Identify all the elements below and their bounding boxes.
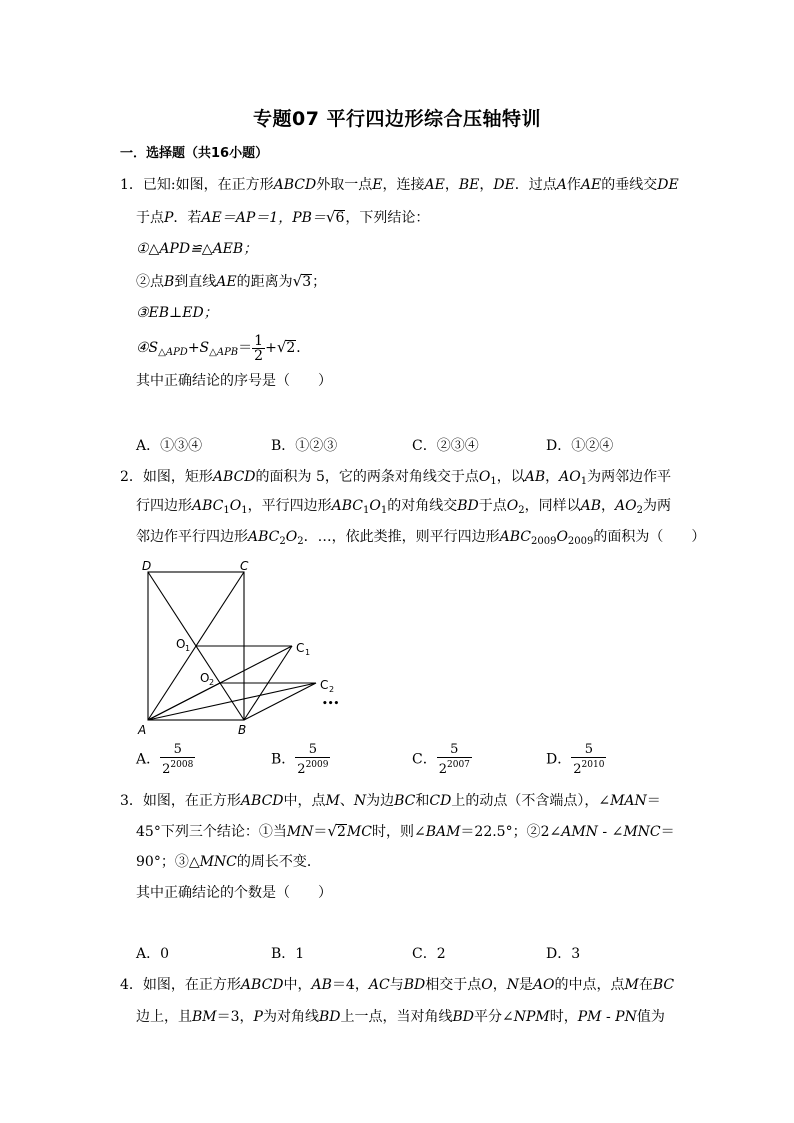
q4-text: 如图，在正方形 bbox=[142, 977, 241, 993]
q2-option-d[interactable] bbox=[546, 742, 606, 777]
numerator: 5 bbox=[571, 742, 606, 758]
label-c1: C bbox=[296, 641, 305, 655]
q3-text: 90°；③△ bbox=[136, 854, 200, 870]
q1-text: 于点 bbox=[136, 210, 164, 226]
q4-text: 相交于点 bbox=[425, 977, 482, 993]
label-c2-sub: 2 bbox=[329, 685, 335, 694]
q2-var: ABC bbox=[192, 498, 224, 514]
q2-text: 为两 bbox=[642, 498, 671, 514]
q3-var: MNC bbox=[199, 854, 237, 870]
numerator: 5 bbox=[437, 742, 472, 758]
q3-var: N bbox=[353, 793, 367, 809]
option-fraction bbox=[295, 742, 330, 777]
q2-text: 行四边形 bbox=[136, 498, 192, 514]
q4-var: ABCD bbox=[240, 977, 284, 993]
denominator: 2 bbox=[254, 347, 264, 364]
q2-var: O bbox=[556, 529, 568, 545]
label-o2-sub: 2 bbox=[209, 678, 215, 687]
q3-line1 bbox=[120, 791, 661, 811]
q2-text: 的面积为（ ） bbox=[593, 529, 706, 545]
q2-subscript: 1 bbox=[580, 476, 588, 487]
q3-option-a[interactable]: A．0 bbox=[136, 946, 170, 962]
q3-var: BC bbox=[394, 793, 416, 809]
q2-subscript: 1 bbox=[490, 476, 497, 487]
q4-var: O bbox=[481, 977, 493, 993]
section-heading: 一．选择题（共16小题） bbox=[120, 146, 269, 161]
q1-subscript: △APD bbox=[158, 347, 188, 358]
segment-ao2 bbox=[148, 683, 220, 720]
q4-var: AC bbox=[368, 977, 390, 993]
q3-text: 45°下列三个结论：①当 bbox=[136, 824, 287, 840]
q3-question: 其中正确结论的个数是（ ） bbox=[136, 885, 332, 901]
q1-conclusion-3: ③EB⊥ED； bbox=[136, 305, 218, 321]
q4-text: ， bbox=[492, 977, 507, 993]
q2-subscript: 2 bbox=[279, 536, 286, 547]
q3-text: 上的动点（不含端点），∠ bbox=[451, 793, 611, 809]
option-label: D． bbox=[546, 751, 572, 768]
q1-text: 作 bbox=[566, 177, 581, 193]
q1-text: ②点 bbox=[136, 274, 164, 290]
q2-subscript: 1 bbox=[362, 505, 370, 516]
q2-text: ， bbox=[545, 469, 560, 485]
q2-subscript: 1 bbox=[380, 505, 388, 516]
power-base: 2 bbox=[297, 762, 306, 777]
q4-text: 的中点，点 bbox=[554, 977, 625, 993]
q3-text: ＝ bbox=[660, 824, 675, 840]
q3-number: 3． bbox=[120, 793, 143, 809]
q2-text: 于点 bbox=[478, 498, 507, 514]
q2-text: ．…，依此类推，则平行四边形 bbox=[303, 529, 500, 545]
q4-text: 上一点，当对角线 bbox=[340, 1009, 453, 1025]
q1-text: ， bbox=[479, 177, 494, 193]
denominator bbox=[160, 758, 195, 777]
numerator: 5 bbox=[160, 742, 195, 758]
q4-number: 4． bbox=[120, 977, 143, 993]
q1-option-a[interactable]: A．①③④ bbox=[136, 438, 203, 454]
q3-var: MC bbox=[346, 824, 372, 840]
q3-text: 为边 bbox=[366, 793, 395, 809]
label-b: B bbox=[238, 723, 247, 737]
q2-text: ，平行四边形 bbox=[247, 498, 332, 514]
q2-text: 的面积为 5，它的两条对角线交于点 bbox=[255, 469, 479, 485]
q3-text: - ∠ bbox=[597, 824, 624, 840]
q2-var: AB bbox=[580, 498, 601, 514]
q3-option-d[interactable]: D．3 bbox=[546, 946, 581, 962]
q3-text: 的周长不变． bbox=[236, 854, 321, 870]
q2-option-b[interactable] bbox=[271, 742, 330, 777]
q3-var: M bbox=[325, 793, 340, 809]
q3-text: ＝ bbox=[646, 793, 661, 809]
q2-text: 邻边作平行四边形 bbox=[136, 529, 248, 545]
q1-text: ，连接 bbox=[382, 177, 425, 193]
option-label: B． bbox=[271, 751, 296, 768]
q1-text: 外取一点 bbox=[316, 177, 373, 193]
q1-line2 bbox=[136, 207, 429, 228]
q4-var: BM bbox=[192, 1009, 217, 1025]
q4-text: 时， bbox=[549, 1009, 578, 1025]
q4-line1 bbox=[120, 975, 674, 995]
q4-text: 值为 bbox=[636, 1009, 665, 1025]
q1-var: DE bbox=[657, 177, 679, 193]
q1-conclusion-1: ①△APD≌△AEB； bbox=[136, 241, 258, 257]
q1-text: 到直线 bbox=[174, 274, 217, 290]
sqrt-sign: √ bbox=[327, 822, 337, 840]
q4-var: NPM bbox=[513, 1009, 550, 1025]
q4-line2 bbox=[136, 1007, 665, 1027]
q1-text: ，下列结论： bbox=[345, 210, 430, 226]
q2-option-c[interactable] bbox=[412, 742, 472, 777]
q2-text: 的对角线交 bbox=[387, 498, 458, 514]
label-c2: C bbox=[320, 678, 329, 692]
q3-text: 中，点 bbox=[283, 793, 326, 809]
fraction bbox=[252, 334, 265, 363]
label-a: A bbox=[138, 723, 147, 737]
power-base: 2 bbox=[573, 762, 582, 777]
q4-var: PN bbox=[615, 1009, 637, 1025]
numerator: 5 bbox=[295, 742, 330, 758]
denominator bbox=[295, 758, 330, 777]
q1-number: 1． bbox=[120, 177, 143, 193]
q1-text: 的垂线交 bbox=[601, 177, 658, 193]
option-fraction bbox=[160, 742, 195, 777]
q1-var: P bbox=[164, 210, 174, 226]
q1-var: DE bbox=[493, 177, 515, 193]
q3-var: ABCD bbox=[240, 793, 284, 809]
q3-option-b[interactable]: B．1 bbox=[271, 946, 305, 962]
q2-subscript: 1 bbox=[241, 505, 248, 516]
q2-subscript: 2 bbox=[636, 505, 643, 516]
q1-var: ABCD bbox=[273, 177, 317, 193]
q1-text: + bbox=[265, 340, 277, 356]
q1-text: 已知:如图，在正方形 bbox=[142, 177, 274, 193]
q1-radicand: 6 bbox=[335, 210, 345, 226]
q1-option-b[interactable]: B．①②③ bbox=[271, 438, 338, 454]
q1-var: ④S bbox=[136, 340, 159, 356]
power-base: 2 bbox=[438, 762, 447, 777]
q2-var: AO bbox=[559, 469, 581, 485]
q4-text: 为对角线 bbox=[262, 1009, 319, 1025]
power-exponent: 2010 bbox=[581, 760, 605, 770]
q4-text: - bbox=[601, 1009, 616, 1025]
q4-var: AO bbox=[532, 977, 555, 993]
q2-subscript: 2009 bbox=[567, 536, 594, 547]
q1-var: E bbox=[372, 177, 383, 193]
q2-var: AO bbox=[615, 498, 637, 514]
q4-var: P bbox=[253, 1009, 263, 1025]
q1-condition: AE＝AP＝1，PB＝ bbox=[201, 210, 326, 226]
q3-line2 bbox=[136, 821, 675, 842]
q3-radicand: 2 bbox=[336, 824, 346, 840]
q4-var: PM bbox=[577, 1009, 602, 1025]
q1-text: ； bbox=[312, 274, 327, 290]
q4-text: 与 bbox=[389, 977, 404, 993]
q1-option-d[interactable]: D．①②④ bbox=[546, 438, 614, 454]
q2-number: 2． bbox=[120, 469, 143, 485]
q1-var: AE bbox=[216, 274, 237, 290]
q2-option-a[interactable] bbox=[136, 742, 195, 777]
segment-bc2 bbox=[244, 683, 316, 720]
q1-question: 其中正确结论的序号是（ ） bbox=[136, 373, 332, 389]
q1-subscript: △APB bbox=[209, 347, 239, 358]
continuation-dots: ••• bbox=[322, 699, 340, 709]
q4-text: ＝4， bbox=[331, 977, 369, 993]
q4-var: BD bbox=[403, 977, 426, 993]
q1-text: 的距离为 bbox=[236, 274, 293, 290]
q3-var: MNC bbox=[623, 824, 661, 840]
label-c1-sub: 1 bbox=[305, 648, 311, 657]
q2-var: AB bbox=[524, 469, 546, 485]
q1-text: ．过点 bbox=[514, 177, 557, 193]
q2-var: ABC bbox=[499, 529, 531, 545]
q1-var: B bbox=[164, 274, 175, 290]
q2-var: O bbox=[285, 529, 298, 545]
q2-line2 bbox=[136, 496, 671, 521]
q3-text: ＝22.5°；②2∠ bbox=[460, 824, 562, 840]
q3-var: CD bbox=[429, 793, 452, 809]
q1-text: ．若 bbox=[173, 210, 202, 226]
label-o1: O bbox=[176, 637, 186, 651]
q3-text: 时，则∠ bbox=[371, 824, 426, 840]
q2-var: O bbox=[229, 498, 242, 514]
q1-text: ＝ bbox=[238, 340, 253, 356]
q2-var: O bbox=[369, 498, 381, 514]
q2-text: 为两邻边作平 bbox=[587, 469, 672, 485]
q1-var: +S bbox=[187, 340, 210, 356]
q2-text: ，以 bbox=[496, 469, 525, 485]
q2-var: ABC bbox=[248, 529, 280, 545]
q4-text: 平分∠ bbox=[474, 1009, 514, 1025]
q3-var: BAM bbox=[425, 824, 461, 840]
q3-var: MN bbox=[286, 824, 314, 840]
q2-subscript: 1 bbox=[223, 505, 230, 516]
q3-var: MAN bbox=[610, 793, 647, 809]
power-exponent: 2007 bbox=[447, 760, 470, 770]
denominator bbox=[437, 758, 472, 777]
label-d: D bbox=[142, 559, 152, 573]
denominator bbox=[571, 758, 606, 777]
q2-var: BD bbox=[457, 498, 479, 514]
power-base: 2 bbox=[162, 762, 171, 777]
q4-var: BD bbox=[318, 1009, 341, 1025]
power-exponent: 2009 bbox=[305, 760, 329, 770]
q4-text: 在 bbox=[638, 977, 653, 993]
q2-var: ABC bbox=[331, 498, 363, 514]
q1-radicand: 2 bbox=[286, 340, 296, 356]
q1-line1 bbox=[120, 175, 679, 195]
q2-figure bbox=[130, 556, 360, 738]
q1-var: AE bbox=[424, 177, 445, 193]
q4-text: 边上，且 bbox=[136, 1009, 192, 1025]
q1-radicand: 3 bbox=[302, 274, 312, 290]
q2-line3 bbox=[136, 527, 705, 552]
option-label: C． bbox=[412, 751, 437, 768]
option-fraction bbox=[437, 742, 472, 777]
sqrt-sign: √ bbox=[325, 208, 336, 226]
q4-var: AB bbox=[311, 977, 332, 993]
q2-var: O bbox=[478, 469, 491, 485]
q2-subscript: 2009 bbox=[530, 536, 557, 547]
q3-text: 和 bbox=[415, 793, 430, 809]
q3-text: 如图，在正方形 bbox=[142, 793, 241, 809]
q2-text: 如图，矩形 bbox=[142, 469, 213, 485]
q4-var: BC bbox=[652, 977, 675, 993]
label-o2: O bbox=[200, 671, 210, 685]
q3-text: ＝ bbox=[313, 824, 328, 840]
q1-conclusion-4 bbox=[136, 333, 310, 367]
q1-option-c[interactable]: C．②③④ bbox=[412, 438, 479, 454]
q1-text: ， bbox=[444, 177, 459, 193]
q2-line1 bbox=[120, 467, 671, 492]
q2-text: ，同样以 bbox=[524, 498, 581, 514]
q1-conclusion-2 bbox=[136, 271, 326, 292]
q1-var: BE bbox=[458, 177, 480, 193]
sqrt-sign: √ bbox=[292, 272, 303, 290]
option-fraction bbox=[571, 742, 606, 777]
q4-text: ＝3， bbox=[216, 1009, 254, 1025]
q4-var: BD bbox=[452, 1009, 474, 1025]
q1-text: ． bbox=[296, 340, 311, 356]
q4-var: N bbox=[506, 977, 519, 993]
q2-subscript: 2 bbox=[518, 505, 525, 516]
q2-subscript: 2 bbox=[297, 536, 304, 547]
q3-option-c[interactable]: C．2 bbox=[412, 946, 446, 962]
option-label: A． bbox=[136, 751, 161, 768]
power-exponent: 2008 bbox=[170, 760, 194, 770]
q4-var: M bbox=[624, 977, 639, 993]
page-title: 专题07 平行四边形综合压轴特训 bbox=[252, 108, 542, 130]
q1-var: AE bbox=[580, 177, 602, 193]
label-o1-sub: 1 bbox=[185, 644, 191, 653]
q1-var: A bbox=[556, 177, 567, 193]
q3-var: AMN bbox=[561, 824, 598, 840]
q3-text: 、 bbox=[339, 793, 354, 809]
diagonal-ac2 bbox=[148, 683, 316, 720]
sqrt-sign: √ bbox=[276, 338, 287, 356]
q4-text: 是 bbox=[518, 977, 533, 993]
q3-line3 bbox=[136, 852, 321, 872]
q2-var: ABCD bbox=[212, 469, 256, 485]
q2-text: ， bbox=[601, 498, 615, 514]
q4-text: 中， bbox=[283, 977, 312, 993]
q2-var: O bbox=[506, 498, 519, 514]
numerator: 1 bbox=[254, 332, 264, 349]
label-c: C bbox=[240, 559, 249, 573]
